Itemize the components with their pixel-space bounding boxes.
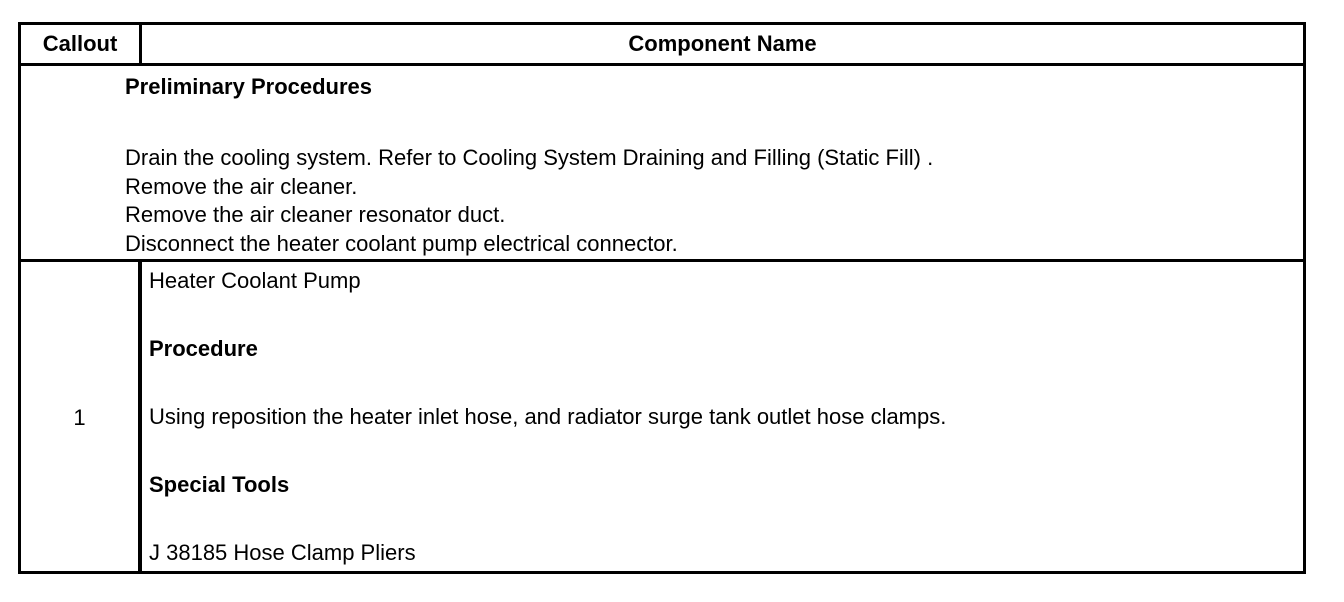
special-tools-text: J 38185 Hose Clamp Pliers — [149, 540, 416, 565]
procedure-text: Using reposition the heater inlet hose, and radiator surge tank outlet hose clamps. — [149, 404, 947, 429]
callout-cell — [21, 262, 142, 571]
preliminary-procedures-section — [21, 66, 1303, 262]
callout-number: 1 — [73, 405, 86, 430]
callout-column-header: Callout — [21, 25, 142, 63]
preliminary-step: Remove the air cleaner resonator duct. — [125, 202, 506, 227]
special-tools-heading: Special Tools — [149, 472, 290, 497]
component-cell — [149, 262, 1303, 571]
preliminary-procedures-title: Preliminary Procedures — [125, 74, 373, 99]
preliminary-step: Disconnect the heater coolant pump electrical connector. — [125, 230, 678, 256]
procedure-heading: Procedure — [149, 336, 258, 361]
table-row — [21, 262, 1303, 571]
component-name: Heater Coolant Pump — [149, 268, 361, 293]
preliminary-step: Drain the cooling system. Refer to Cooling System Draining and Filling (Static Fill) . — [125, 145, 934, 170]
preliminary-steps-list — [125, 144, 933, 258]
table-header-row — [21, 25, 1303, 66]
component-name-column-header: Component Name — [628, 31, 817, 56]
procedure-table — [18, 22, 1306, 574]
preliminary-step: Remove the air cleaner. — [125, 173, 358, 199]
